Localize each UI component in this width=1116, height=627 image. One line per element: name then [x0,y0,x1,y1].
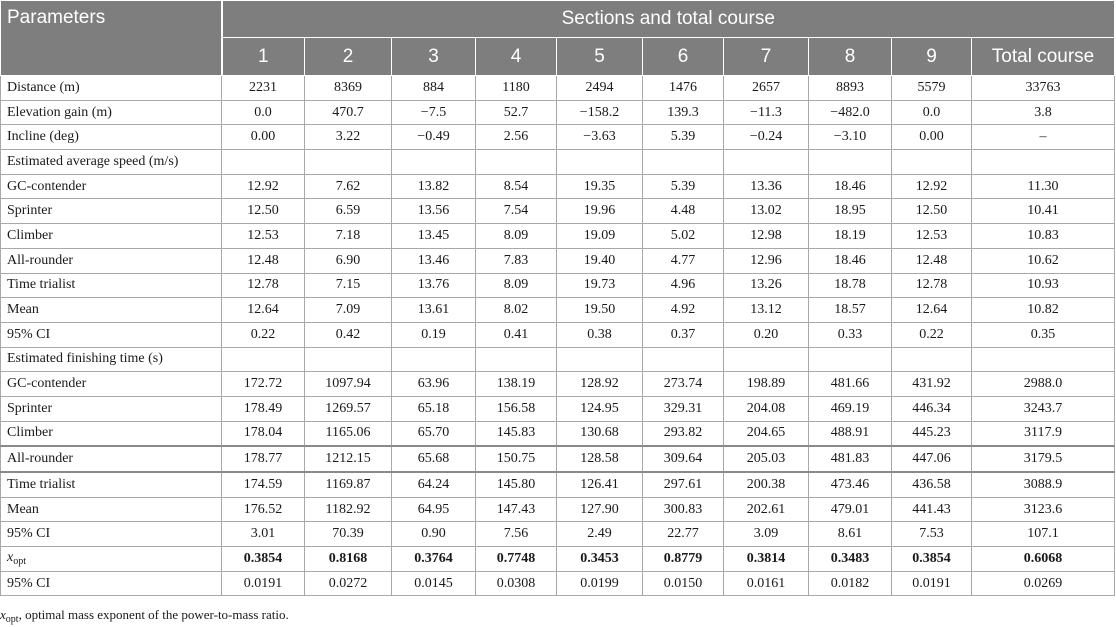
table-cell: 884 [392,76,476,101]
row-label: Sprinter [1,396,222,421]
table-cell: 33763 [972,76,1115,101]
column-header: 2 [305,38,392,76]
table-cell: 176.52 [222,497,305,522]
table-cell: 10.83 [972,224,1115,249]
table-cell: 18.57 [809,298,892,323]
table-cell: 64.95 [392,497,476,522]
table-cell: 0.3764 [392,547,476,572]
table-cell: 4.77 [643,248,724,273]
table-cell: 479.01 [809,497,892,522]
table-cell: 0.0182 [809,571,892,596]
table-cell: 178.49 [222,396,305,421]
table-cell: 7.15 [305,273,392,298]
column-header: 9 [892,38,972,76]
table-cell: 13.56 [392,199,476,224]
table-cell: 174.59 [222,472,305,497]
table-cell: 481.66 [809,372,892,397]
table-cell: 18.46 [809,174,892,199]
table-cell: −7.5 [392,100,476,125]
table-cell: 13.26 [724,273,809,298]
table-cell [392,150,476,175]
row-label: Estimated average speed (m/s) [1,150,222,175]
table-cell: 65.68 [392,446,476,472]
table-cell: 5.02 [643,224,724,249]
table-cell: 0.0145 [392,571,476,596]
table-cell [892,150,972,175]
table-cell [476,150,557,175]
table-cell: 145.83 [476,421,557,446]
table-cell: 0.8168 [305,547,392,572]
table-cell [724,150,809,175]
table-cell: 1097.94 [305,372,392,397]
table-cell: 11.30 [972,174,1115,199]
table-cell [972,150,1115,175]
table-cell: 12.50 [892,199,972,224]
table-cell: 3.01 [222,522,305,547]
table-cell: 12.53 [222,224,305,249]
table-cell: 0.0 [222,100,305,125]
table-cell: 3.09 [724,522,809,547]
table-cell: 52.7 [476,100,557,125]
row-label: Distance (m) [1,76,222,101]
table-cell: 13.76 [392,273,476,298]
table-cell: 0.00 [222,125,305,150]
table-cell: −0.49 [392,125,476,150]
row-label: All-rounder [1,248,222,273]
table-cell: 8.09 [476,273,557,298]
table-cell: 3.22 [305,125,392,150]
table-cell: 0.3814 [724,547,809,572]
table-cell: 8.61 [809,522,892,547]
table-cell: −482.0 [809,100,892,125]
table-cell [892,347,972,372]
table-cell: 3.8 [972,100,1115,125]
table-cell [392,347,476,372]
table-cell: 5579 [892,76,972,101]
table-cell: 178.77 [222,446,305,472]
table-cell: 3088.9 [972,472,1115,497]
column-header: Total course [972,38,1115,76]
table-cell: 3117.9 [972,421,1115,446]
table-cell: 481.83 [809,446,892,472]
table-cell: 0.33 [809,322,892,347]
table-cell: 147.43 [476,497,557,522]
table-cell: 0.7748 [476,547,557,572]
table-cell: 7.54 [476,199,557,224]
table-cell: 2.56 [476,125,557,150]
table-cell: 205.03 [724,446,809,472]
table-cell [305,347,392,372]
row-label: 95% CI [1,322,222,347]
row-label: Incline (deg) [1,125,222,150]
table-cell: 19.40 [557,248,643,273]
table-cell: 19.96 [557,199,643,224]
table-cell: 0.38 [557,322,643,347]
table-cell: 202.61 [724,497,809,522]
table-row [1,347,1115,372]
table-row [1,248,1115,273]
table-cell: 329.31 [643,396,724,421]
column-header: 5 [557,38,643,76]
table-cell: 198.89 [724,372,809,397]
table-cell: 204.65 [724,421,809,446]
table-cell: 10.62 [972,248,1115,273]
table-cell: 0.3453 [557,547,643,572]
row-label: Sprinter [1,199,222,224]
table-cell: 2494 [557,76,643,101]
table-cell: 172.72 [222,372,305,397]
table-cell: 18.95 [809,199,892,224]
table-cell: 13.36 [724,174,809,199]
table-row [1,571,1115,596]
table-cell: 12.78 [892,273,972,298]
table-cell: 7.53 [892,522,972,547]
table-cell: 124.95 [557,396,643,421]
table-cell: 0.41 [476,322,557,347]
table-cell: 5.39 [643,174,724,199]
table-row [1,472,1115,497]
table-cell: 139.3 [643,100,724,125]
footnote [0,607,289,625]
table-cell: 469.19 [809,396,892,421]
table-cell [972,347,1115,372]
table-row [1,396,1115,421]
table-cell: 1212.15 [305,446,392,472]
row-label: Climber [1,421,222,446]
header-row [1,1,1115,38]
table-cell: 4.96 [643,273,724,298]
table-cell: 12.92 [222,174,305,199]
table-cell: 126.41 [557,472,643,497]
row-label: GC-contender [1,372,222,397]
table-cell: 473.46 [809,472,892,497]
table-cell: 65.18 [392,396,476,421]
footnote-text: , optimal mass exponent of the power-to-mass ratio. [18,607,289,622]
column-header: 6 [643,38,724,76]
table-row [1,100,1115,125]
table-row [1,446,1115,472]
table-cell: 8.02 [476,298,557,323]
table-cell: 10.82 [972,298,1115,323]
row-label: Estimated finishing time (s) [1,347,222,372]
table-cell: 12.96 [724,248,809,273]
table-cell: 0.3483 [809,547,892,572]
row-label: All-rounder [1,446,222,472]
table-cell: 2231 [222,76,305,101]
table-cell: 0.0272 [305,571,392,596]
table-cell: 445.23 [892,421,972,446]
row-label: Mean [1,497,222,522]
table-cell: 2988.0 [972,372,1115,397]
table-cell: 12.64 [892,298,972,323]
table-cell [557,347,643,372]
table-cell: −11.3 [724,100,809,125]
table-cell: 3243.7 [972,396,1115,421]
table-cell: 12.64 [222,298,305,323]
table-cell [222,347,305,372]
table-cell: 1182.92 [305,497,392,522]
row-label: Time trialist [1,273,222,298]
row-label: Elevation gain (m) [1,100,222,125]
row-label: 95% CI [1,571,222,596]
table-cell: 13.46 [392,248,476,273]
table-cell: 19.50 [557,298,643,323]
table-cell: 2.49 [557,522,643,547]
table-cell: 6.59 [305,199,392,224]
column-header: 3 [392,38,476,76]
table-cell [809,347,892,372]
table-cell: 7.83 [476,248,557,273]
table-cell: 0.3854 [892,547,972,572]
row-label: Mean [1,298,222,323]
table-cell: 12.98 [724,224,809,249]
table-cell: 7.18 [305,224,392,249]
table-cell: 22.77 [643,522,724,547]
table-cell: 0.00 [892,125,972,150]
table-cell: 12.50 [222,199,305,224]
table-cell: 273.74 [643,372,724,397]
table-cell: 0.0150 [643,571,724,596]
table-cell: 0.6068 [972,547,1115,572]
table-cell: 7.62 [305,174,392,199]
table-cell: 18.46 [809,248,892,273]
table-row [1,421,1115,446]
table-row [1,522,1115,547]
table-cell: 0.20 [724,322,809,347]
table-cell: 0.0 [892,100,972,125]
table-cell: 64.24 [392,472,476,497]
table-cell: 0.0199 [557,571,643,596]
table-cell: 297.61 [643,472,724,497]
column-header: 7 [724,38,809,76]
table-cell [222,150,305,175]
table-cell: 8.54 [476,174,557,199]
table-cell: 5.39 [643,125,724,150]
table-cell: 18.19 [809,224,892,249]
table-cell: 12.92 [892,174,972,199]
table-cell: 107.1 [972,522,1115,547]
table-cell: 4.92 [643,298,724,323]
table-cell [305,150,392,175]
table-cell: 19.09 [557,224,643,249]
table-cell: 19.35 [557,174,643,199]
table-cell: 488.91 [809,421,892,446]
table-cell [643,347,724,372]
table-cell: 18.78 [809,273,892,298]
row-label: GC-contender [1,174,222,199]
table-cell: 13.82 [392,174,476,199]
table-row [1,174,1115,199]
parameters-header: Parameters [1,1,222,76]
table-cell: 127.90 [557,497,643,522]
table-cell: 0.3854 [222,547,305,572]
table-row [1,125,1115,150]
table-cell: 128.92 [557,372,643,397]
table-row [1,497,1115,522]
column-header: 4 [476,38,557,76]
table-cell: 293.82 [643,421,724,446]
table-cell: 200.38 [724,472,809,497]
table-cell: 0.22 [222,322,305,347]
column-header: 8 [809,38,892,76]
table-cell: 19.73 [557,273,643,298]
table-cell: 156.58 [476,396,557,421]
table-cell: – [972,125,1115,150]
table-cell: 6.90 [305,248,392,273]
table-cell: 128.58 [557,446,643,472]
table-row [1,273,1115,298]
table-cell: 0.0308 [476,571,557,596]
table-cell: 63.96 [392,372,476,397]
row-label [1,547,222,572]
table-cell: 8.09 [476,224,557,249]
table-cell: 13.61 [392,298,476,323]
table-cell: 1476 [643,76,724,101]
table-cell: 13.12 [724,298,809,323]
table-cell: 0.19 [392,322,476,347]
table-cell: 431.92 [892,372,972,397]
table-cell [643,150,724,175]
table-cell: 1269.57 [305,396,392,421]
row-label-symbol: x [7,550,14,566]
table-cell: 0.35 [972,322,1115,347]
table-row [1,547,1115,572]
table-cell: 204.08 [724,396,809,421]
table-cell: 436.58 [892,472,972,497]
table-cell [557,150,643,175]
table-row [1,298,1115,323]
table-cell: 12.53 [892,224,972,249]
table-cell: 7.09 [305,298,392,323]
table-row [1,224,1115,249]
table-cell: 3123.6 [972,497,1115,522]
table-cell: −3.10 [809,125,892,150]
table-cell: 0.0191 [892,571,972,596]
table-row [1,322,1115,347]
table-row [1,76,1115,101]
table-cell: 0.0269 [972,571,1115,596]
table-cell: 441.43 [892,497,972,522]
table-cell [809,150,892,175]
table-cell: 13.02 [724,199,809,224]
footnote-symbol-sub: opt [5,614,19,625]
table-cell: 7.56 [476,522,557,547]
table-cell: 150.75 [476,446,557,472]
table-cell: 0.0161 [724,571,809,596]
table-cell: −0.24 [724,125,809,150]
table-cell: 1165.06 [305,421,392,446]
table-cell: 309.64 [643,446,724,472]
table-cell: 12.78 [222,273,305,298]
table-cell: 447.06 [892,446,972,472]
table-cell: 10.93 [972,273,1115,298]
table-cell: 12.48 [892,248,972,273]
table-cell: 0.0191 [222,571,305,596]
table-cell: 300.83 [643,497,724,522]
row-label: Time trialist [1,472,222,497]
table-cell [476,347,557,372]
table-cell: 470.7 [305,100,392,125]
table-cell: 0.90 [392,522,476,547]
column-header: 1 [222,38,305,76]
table-cell: −158.2 [557,100,643,125]
row-label-subscript: opt [13,556,26,568]
table-cell: 0.8779 [643,547,724,572]
table-cell: 8893 [809,76,892,101]
table-row [1,372,1115,397]
table-cell: 0.42 [305,322,392,347]
table-row [1,199,1115,224]
table-cell: 0.22 [892,322,972,347]
table-cell: 12.48 [222,248,305,273]
table-cell: 1180 [476,76,557,101]
table-cell: 2657 [724,76,809,101]
table-cell: 70.39 [305,522,392,547]
table-cell: 446.34 [892,396,972,421]
table-cell: 10.41 [972,199,1115,224]
footnote-symbol: x [0,607,6,622]
table-row [1,150,1115,175]
table-cell: −3.63 [557,125,643,150]
table-cell: 65.70 [392,421,476,446]
table-cell: 8369 [305,76,392,101]
table-cell: 1169.87 [305,472,392,497]
table-cell: 3179.5 [972,446,1115,472]
row-label: Climber [1,224,222,249]
row-label: 95% CI [1,522,222,547]
table-cell [724,347,809,372]
sections-header: Sections and total course [222,1,1115,38]
table-cell: 178.04 [222,421,305,446]
table-cell: 4.48 [643,199,724,224]
table-cell: 145.80 [476,472,557,497]
table-cell: 138.19 [476,372,557,397]
table-cell: 0.37 [643,322,724,347]
table-cell: 13.45 [392,224,476,249]
table-cell: 130.68 [557,421,643,446]
